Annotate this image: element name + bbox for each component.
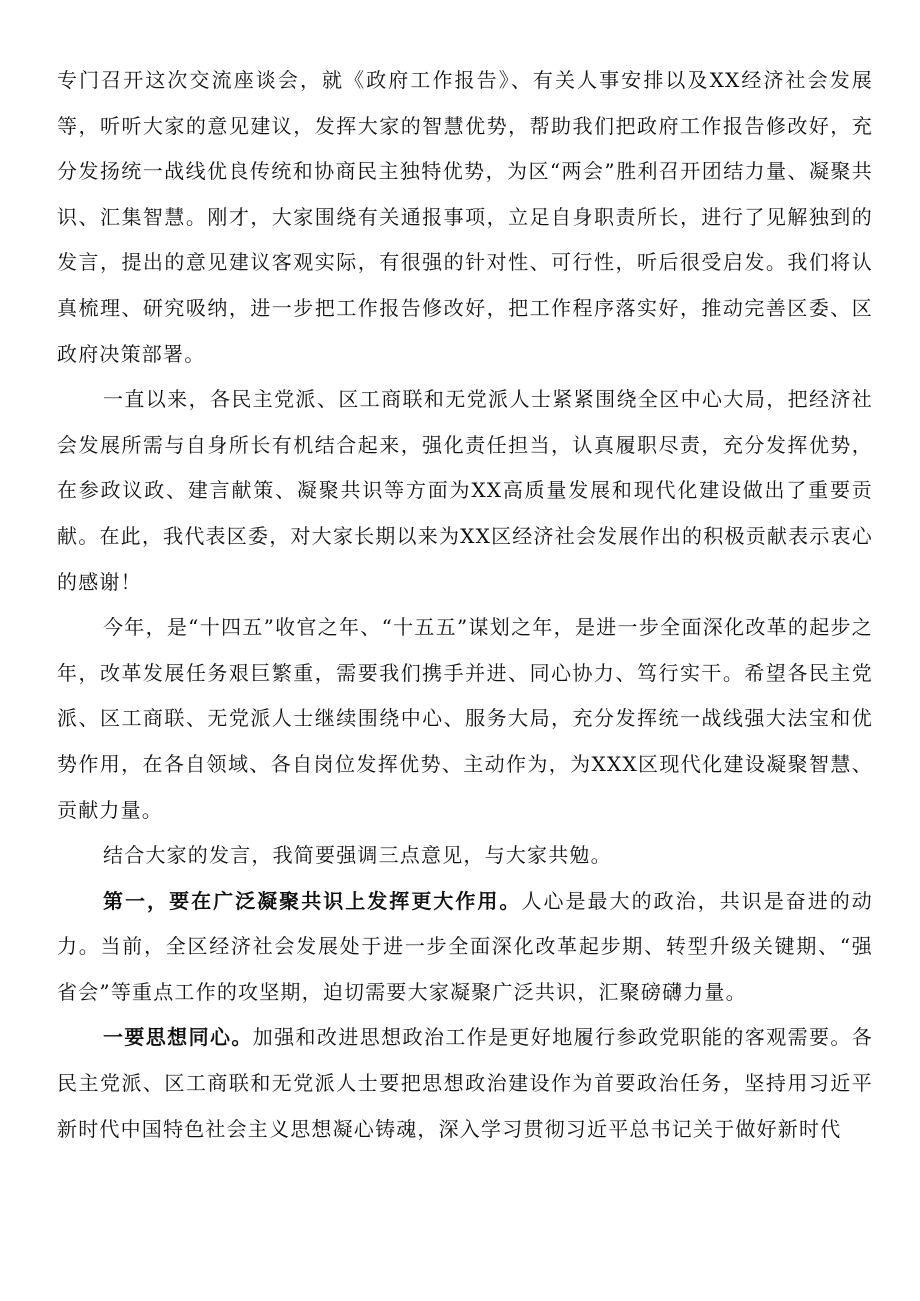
paragraph-3	[57, 605, 873, 833]
document-page	[57, 58, 873, 1152]
paragraph-4	[57, 833, 873, 879]
paragraph-6-text: 加强和改进思想政治工作是更好地履行参政党职能的客观需要。各民主党派、区工商联和无党派人士要把思想政治建设作为首要政治任务，坚持用习近平新时代中国特色社会主义思想凝心铸魂，深入学习贯彻习近平总书记关于做好新时代	[57, 1025, 873, 1141]
paragraph-1-text: 专门召开这次交流座谈会，就《政府工作报告》、有关人事安排以及XX经济社会发展等，听听大家的意见建议，发挥大家的智慧优势，帮助我们把政府工作报告修改好，充分发扬统一战线优良传统和协商民主独特优势，为区“两会”胜利召开团结力量、凝聚共识、汇集智慧。刚才，大家围绕有关通报事项，立足自身职责所长，进行了见解独到的发言，提出的意见建议客观实际，有很强的针对性、可行性，听后很受启发。我们将认真梳理、研究吸纳，进一步把工作报告修改好，把工作程序落实好，推动完善区委、区政府决策部署。	[57, 68, 873, 366]
paragraph-2	[57, 377, 873, 605]
paragraph-6-heading: 一要思想同心。	[103, 1025, 253, 1050]
paragraph-5	[57, 879, 873, 1016]
paragraph-5-text: 人心是最大的政治，共识是奋进的动力。当前，全区经济社会发展处于进一步全面深化改革起步期、转型升级关键期、“强省会”等重点工作的攻坚期，迫切需要大家凝聚广泛共识，汇聚磅礴力量。	[57, 888, 873, 1004]
paragraph-1	[57, 58, 873, 377]
paragraph-2-text: 一直以来，各民主党派、区工商联和无党派人士紧紧围绕全区中心大局，把经济社会发展所需与自身所长有机结合起来，强化责任担当，认真履职尽责，充分发挥优势，在参政议政、建言献策、凝聚共识等方面为XX高质量发展和现代化建设做出了重要贡献。在此，我代表区委，对大家长期以来为XX区经济社会发展作出的积极贡献表示衷心的感谢！	[57, 387, 873, 594]
paragraph-6	[57, 1015, 873, 1152]
paragraph-3-text: 今年，是“十四五”收官之年、“十五五”谋划之年，是进一步全面深化改革的起步之年，改革发展任务艰巨繁重，需要我们携手并进、同心协力、笃行实干。希望各民主党派、区工商联、无党派人士继续围绕中心、服务大局，充分发挥统一战线强大法宝和优势作用，在各自领域、各自岗位发挥优势、主动作为，为XXX区现代化建设凝聚智慧、贡献力量。	[57, 615, 873, 822]
paragraph-4-text: 结合大家的发言，我简要强调三点意见，与大家共勉。	[103, 843, 612, 868]
paragraph-5-heading: 第一，要在广泛凝聚共识上发挥更大作用。	[103, 888, 522, 913]
